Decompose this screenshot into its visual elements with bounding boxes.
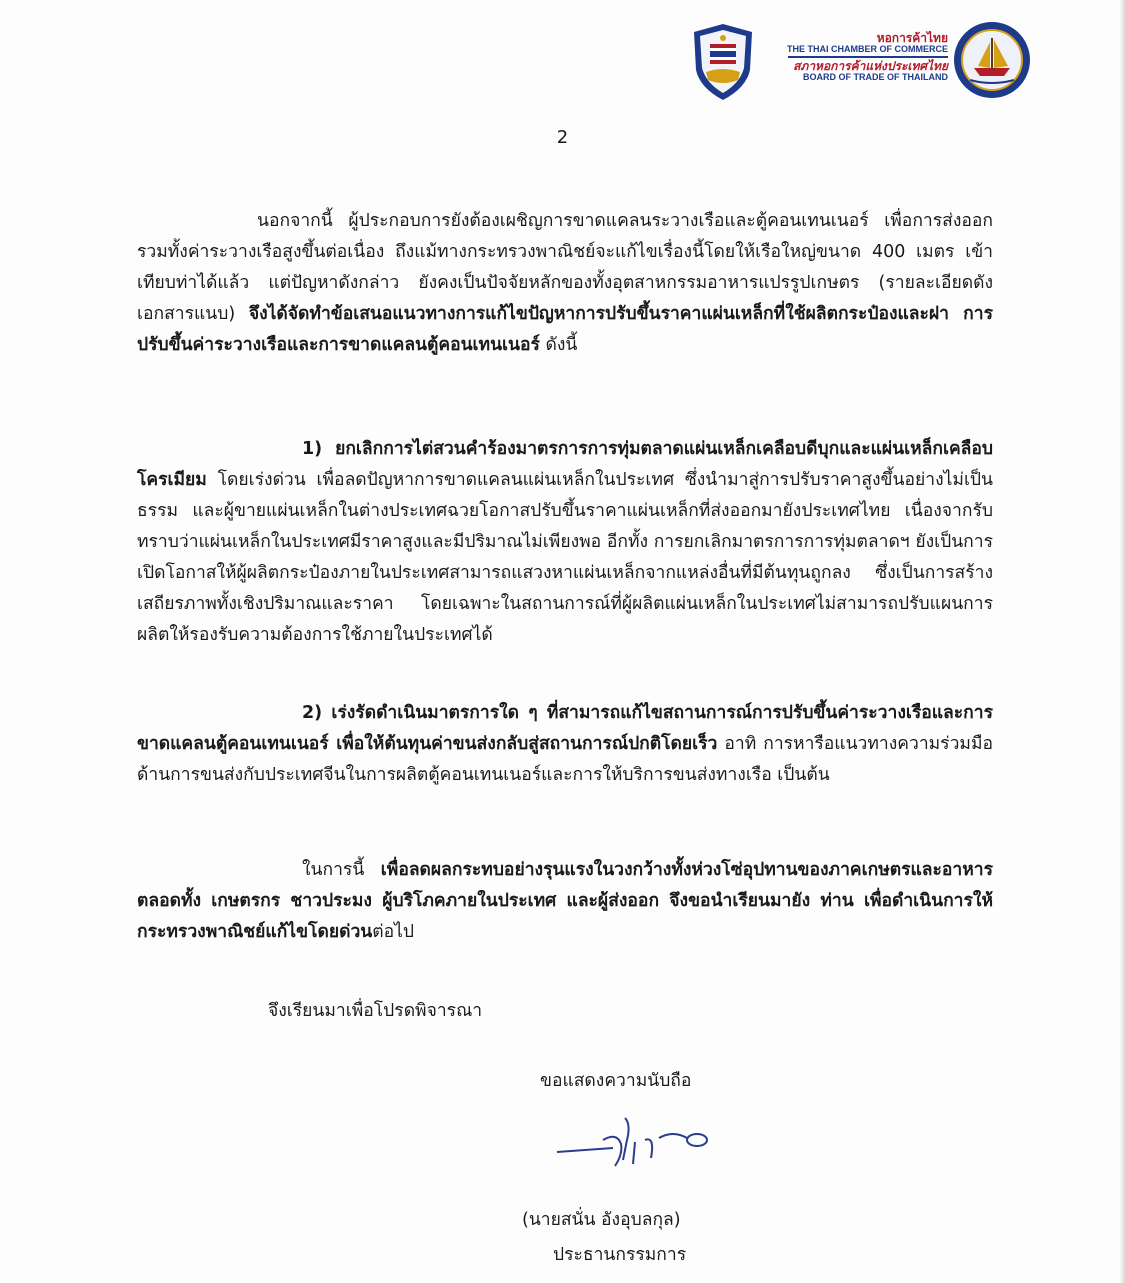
proposal-item-2 [137,698,993,791]
board-name-english: BOARD OF TRADE OF THAILAND [803,71,948,82]
letterhead [690,20,1040,105]
item-heading: 1) ยกเลิกการไต่สวนคำร้องมาตรการการทุ่มตลาดแผ่นเหล็กเคลือบดีบุกและแผ่นเหล็กเคลือบโครเมียม [137,439,993,490]
chamber-name-english: THE THAI CHAMBER OF COMMERCE [787,43,948,54]
board-of-trade-ship-seal-icon [952,20,1032,104]
chamber-name-block [768,32,948,82]
paragraph-tail: ดังนี้ [539,335,578,355]
paragraph-tail: ต่อไป [372,922,415,942]
signatory-title: ประธานกรรมการ [553,1245,687,1265]
divider [788,56,948,58]
page-edge-shadow [1119,0,1125,1283]
thai-chamber-shield-logo-icon [690,22,756,106]
item-heading: 2) เร่งรัดดำเนินมาตรการใด ๆ ที่สามารถแก้ไขสถานการณ์การปรับขึ้นค่าระวางเรือและการขาดแคลนตู้คอนเทนเนอร์ เพื่อให้ต้นทุนค่าขนส่งกลับสู่สถานการณ์ปกติโดยเร็ว [137,703,993,754]
paragraph-request [137,855,993,948]
paragraph-bold: เพื่อลดผลกระทบอย่างรุนแรงในวงกว้างทั้งห่วงโซ่อุปทานของภาคเกษตรและอาหาร ตลอดทั้ง เกษตรกร ชาวประมง ผู้บริโภคภายในประเทศ และผู้ส่งออก จึงขอนำเรียนมายัง ท่าน เพื่อดำเนินการให้กระทรวงพาณิชย์แก้ไขโดยด่วน [137,860,993,942]
item-text: โดยเร่งด่วน เพื่อลดปัญหาการขาดแคลนแผ่นเหล็กในประเทศ ซึ่งนำมาสู่การปรับราคาสูงขึ้นอย่างไม่เป็นธรรม และผู้ขายแผ่นเหล็กในต่างประเทศฉวยโอกาสปรับขึ้นราคาแผ่นเหล็กที่ส่งออกมายังประเทศไทย เนื่องจากรับทราบว่าแผ่นเหล็กในประเทศมีราคาสูงและมีปริมาณไม่เพียงพอ อีกทั้ง การยกเลิกมาตรการการทุ่มตลาดฯ ยังเป็นการเปิดโอกาสให้ผู้ผลิตกระป๋องภายในประเทศสามารถแสวงหาแผ่นเหล็กจากแหล่งอื่นที่มีต้นทุนถูกลง ซึ่งเป็นการสร้างเสถียรภาพทั้งเชิงปริมาณและราคา โดยเฉพาะในสถานการณ์ที่ผู้ผลิตแผ่นเหล็กในประเทศไม่สามารถปรับแผนการผลิตให้รองรับความต้องการใช้ภายในประเทศได้ [137,470,993,645]
handwritten-signature-icon [555,1110,725,1174]
signatory-name: (นายสนั่น อังอุบลกุล) [522,1210,681,1230]
closing-request: จึงเรียนมาเพื่อโปรดพิจารณา [268,1001,483,1021]
paragraph-bold: จึงได้จัดทำข้อเสนอแนวทางการแก้ไขปัญหาการปรับขึ้นราคาแผ่นเหล็กที่ใช้ผลิตกระป๋องและฝา การปรับขึ้นค่าระวางเรือและการขาดแคลนตู้คอนเทนเนอร์ [137,304,993,355]
closing-regards: ขอแสดงความนับถือ [540,1071,692,1091]
paragraph-lead: ในการนี้ [302,860,381,880]
item-text: อาทิ การหารือแนวทางความร่วมมือด้านการขนส่งกับประเทศจีนในการผลิตตู้คอนเทนเนอร์และการให้บริการขนส่งทางเรือ เป็นต้น [137,734,993,785]
board-name-thai: สภาหอการค้าแห่งประเทศไทย [793,59,948,74]
proposal-item-1 [137,434,993,651]
chamber-name-thai: หอการค้าไทย [876,31,948,45]
paragraph-intro [137,206,993,361]
paragraph-text: นอกจากนี้ ผู้ประกอบการยังต้องเผชิญการขาดแคลนระวางเรือและตู้คอนเทนเนอร์ เพื่อการส่งออก รวมทั้งค่าระวางเรือสูงขึ้นต่อเนื่อง ถึงแม้ทางกระทรวงพาณิชย์จะแก้ไขเรื่องนี้โดยให้เรือใหญ่ขนาด 400 เมตร เข้าเทียบท่าได้แล้ว แต่ปัญหาดังกล่าว ยังคงเป็นปัจจัยหลักของทั้งอุตสาหกรรมอาหารแปรรูปเกษตร (รายละเอียดดังเอกสารแนบ) [137,211,993,324]
page-number: 2 [556,127,569,148]
